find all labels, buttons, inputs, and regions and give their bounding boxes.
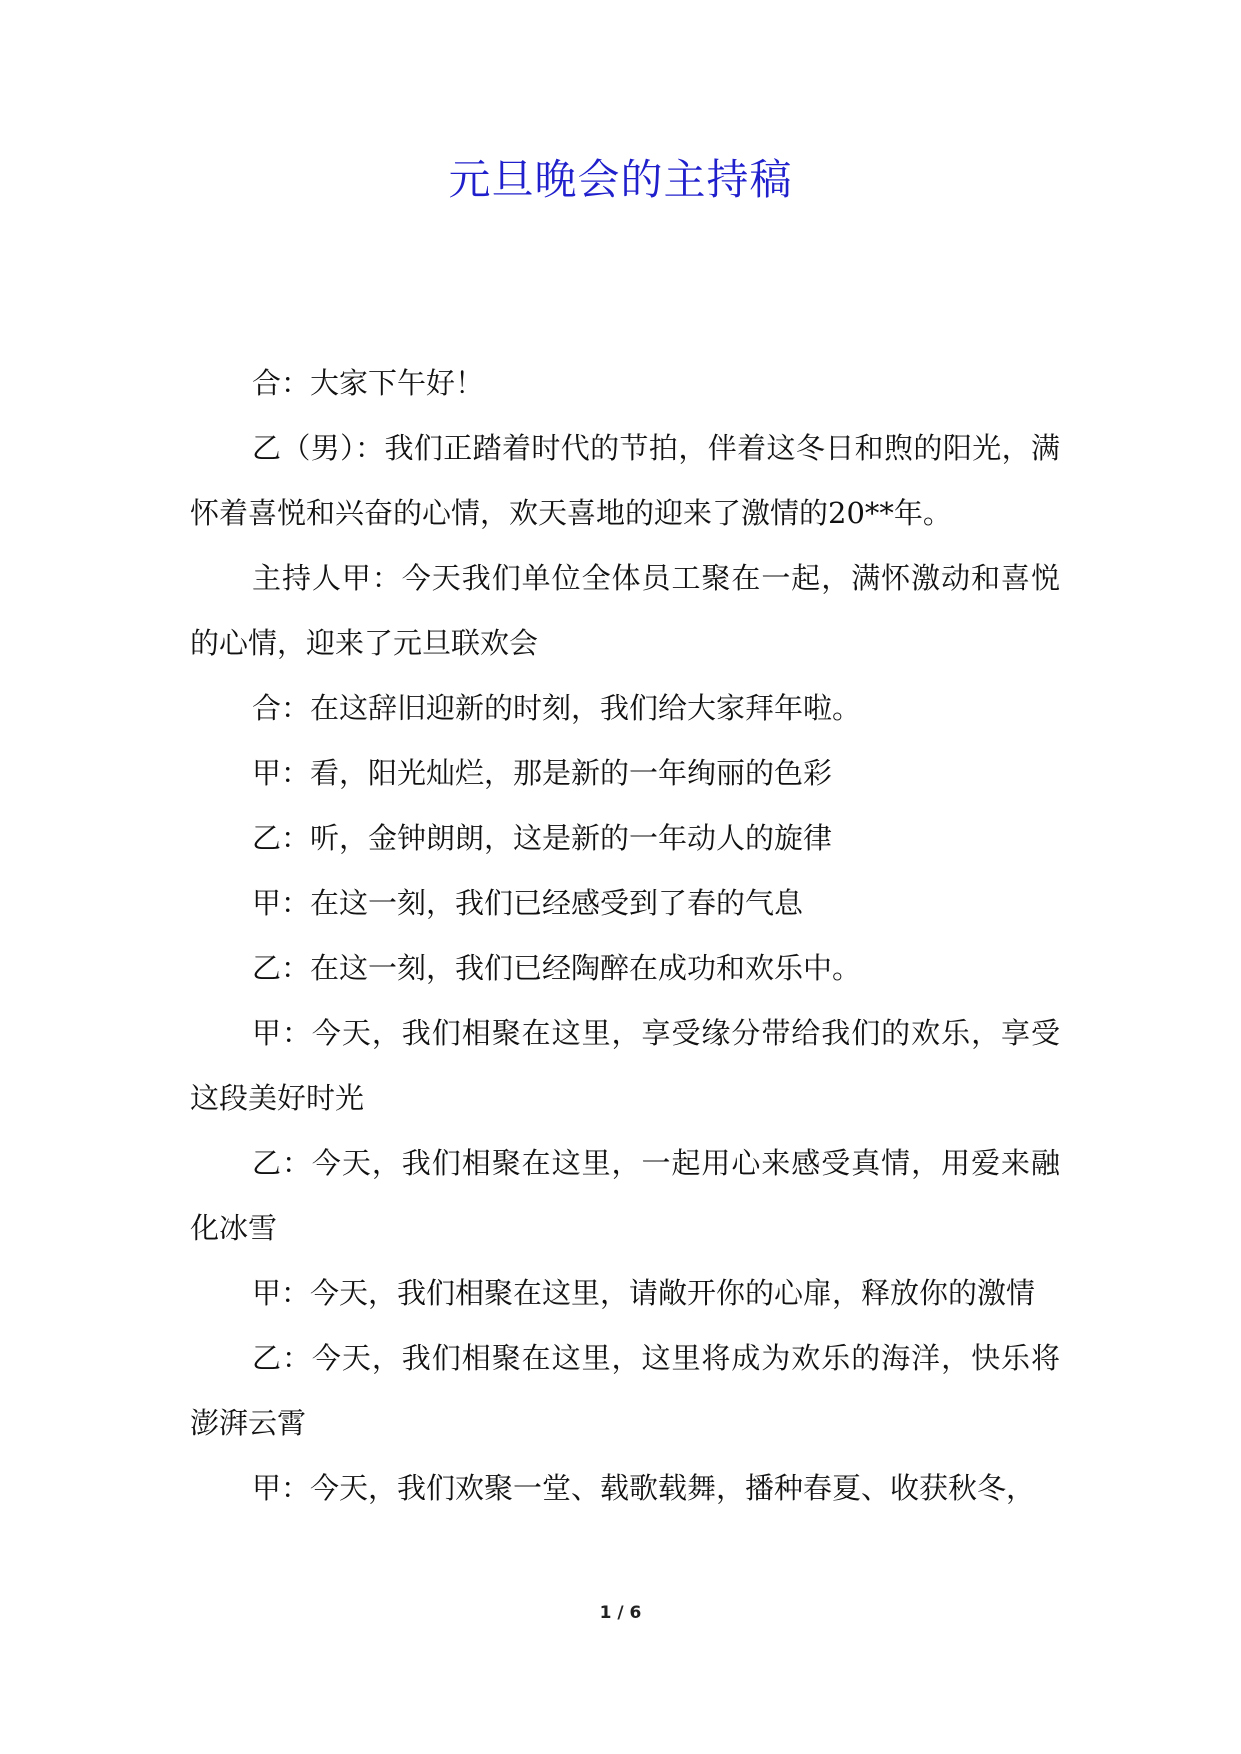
page-number: 1 / 6 xyxy=(599,1603,642,1623)
paragraph: 乙：听，金钟朗朗，这是新的一年动人的旋律 xyxy=(252,821,833,855)
paragraph: 甲：在这一刻，我们已经感受到了春的气息 xyxy=(252,886,804,920)
paragraph: 合：在这辞旧迎新的时刻，我们给大家拜年啦。 xyxy=(252,691,862,725)
paragraph: 乙：今天，我们相聚在这里，一起用心来感受真情，用爱来融化冰雪 xyxy=(190,1146,1060,1245)
paragraph: 合：大家下午好！ xyxy=(252,366,485,400)
document-title: 元旦晚会的主持稿 xyxy=(448,155,793,204)
paragraph: 乙：在这一刻，我们已经陶醉在成功和欢乐中。 xyxy=(252,951,862,985)
paragraph: 甲：看，阳光灿烂，那是新的一年绚丽的色彩 xyxy=(252,756,833,790)
paragraph: 主持人甲：今天我们单位全体员工聚在一起，满怀激动和喜悦的心情，迎来了元旦联欢会 xyxy=(190,561,1060,660)
paragraph: 甲：今天，我们欢聚一堂、载歌载舞，播种春夏、收获秋冬， xyxy=(252,1471,1036,1505)
paragraph: 甲：今天，我们相聚在这里，享受缘分带给我们的欢乐，享受这段美好时光 xyxy=(190,1016,1060,1115)
paragraph: 乙：今天，我们相聚在这里，这里将成为欢乐的海洋，快乐将澎湃云霄 xyxy=(190,1341,1060,1440)
document-body xyxy=(190,351,1060,1521)
paragraph: 甲：今天，我们相聚在这里，请敞开你的心扉，释放你的激情 xyxy=(252,1276,1036,1310)
paragraph: 乙（男）：我们正踏着时代的节拍，伴着这冬日和煦的阳光，满怀着喜悦和兴奋的心情，欢天喜地的迎来了激情的20**年。 xyxy=(190,431,1060,530)
